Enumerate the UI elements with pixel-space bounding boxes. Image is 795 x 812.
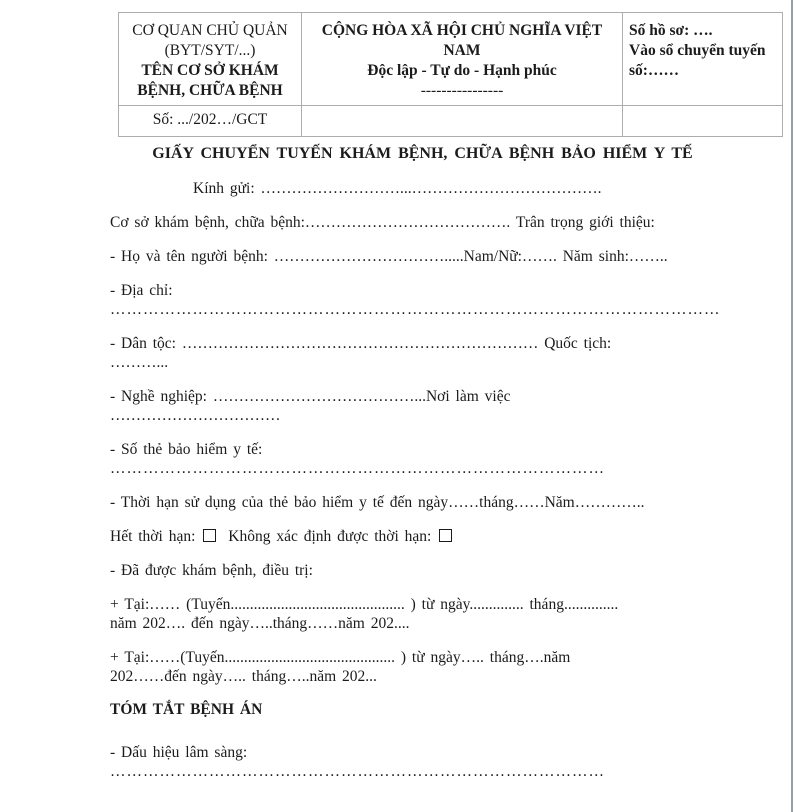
field-tai-1 <box>110 595 750 633</box>
field-dan-toc <box>110 334 750 372</box>
agency-abbrev-line: (BYT/SYT/...) <box>164 42 256 59</box>
right-window-border <box>791 0 793 812</box>
dan-toc-fill-line: ………... <box>110 354 169 371</box>
field-dia-chi <box>110 281 750 319</box>
referral-form-document <box>110 12 766 796</box>
tai-2-line-1: + Tại:……(Tuyến............................................ ) từ ngày….. tháng….năm <box>110 649 571 666</box>
so-the-label: - Số thẻ bảo hiểm y tế: <box>110 441 263 458</box>
dia-chi-fill-line: ………………………………………………………………………………………………… <box>110 301 721 318</box>
field-da-duoc-kham: - Đã được khám bệnh, điều trị: <box>110 562 313 579</box>
khong-xac-dinh-checkbox[interactable] <box>439 529 452 542</box>
field-het-thoi-han <box>110 527 750 546</box>
page-title: GIẤY CHUYỂN TUYẾN KHÁM BỆNH, CHỮA BỆNH BẢO HIỂM Y TẾ <box>152 145 693 162</box>
dan-toc-line: - Dân tộc: …………………………………………………………… Quốc tịch: <box>110 335 612 352</box>
so-the-fill-line: ……………………………………………………………………………… <box>110 460 605 477</box>
managing-agency-cell <box>119 13 302 106</box>
facility-name-line: TÊN CƠ SỞ KHÁM BỆNH, CHỮA BỆNH <box>137 62 283 99</box>
empty-cell-center <box>302 106 623 137</box>
motto-separator: ---------------- <box>420 82 504 99</box>
het-thoi-han-label: Hết thời hạn: <box>110 528 196 545</box>
field-ho-ten: - Họ và tên người bệnh: …………………………….....Nam/Nữ:……. Năm sinh:…….. <box>110 248 668 265</box>
field-tai-2 <box>110 648 750 686</box>
section-title-tom-tat-benh-an: TÓM TẮT BỆNH ÁN <box>110 701 263 718</box>
document-number-cell: Số: .../202…/GCT <box>119 106 302 137</box>
managing-agency-line: CƠ QUAN CHỦ QUẢN <box>132 22 288 39</box>
field-co-so-kham-benh: Cơ sở khám bệnh, chữa bệnh:…………………………………. Trân trọng giới thiệu: <box>110 214 655 231</box>
het-thoi-han-checkbox[interactable] <box>203 529 216 542</box>
dossier-number-label: Số hồ sơ: …. <box>629 22 713 39</box>
referral-log-number-label: Vào sổ chuyển tuyến số:…… <box>629 42 766 79</box>
dossier-cell <box>623 13 783 106</box>
field-kinh-gui: Kính gửi: ………………………...………………………………. <box>193 180 602 197</box>
field-nghe-nghiep <box>110 387 750 425</box>
field-so-the-bhyt <box>110 440 750 478</box>
empty-cell-right <box>623 106 783 137</box>
national-motto-cell <box>302 13 623 106</box>
dau-hieu-label: - Dấu hiệu lâm sàng: <box>110 744 248 761</box>
field-thoi-han-su-dung: - Thời hạn sử dụng của thẻ bảo hiểm y tế đến ngày……tháng……Năm………….. <box>110 494 645 511</box>
dia-chi-label: - Địa chỉ: <box>110 282 173 299</box>
nghe-nghiep-line: - Nghề nghiệp: …………………………………...Nơi làm việc <box>110 388 511 405</box>
dau-hieu-fill-line: ……………………………………………………………………………… <box>110 763 605 780</box>
country-name: CỘNG HÒA XÃ HỘI CHỦ NGHĨA VIỆT NAM <box>321 22 603 59</box>
khong-xac-dinh-label: Không xác định được thời hạn: <box>228 528 432 545</box>
motto-line: Độc lập - Tự do - Hạnh phúc <box>367 62 557 79</box>
tai-1-line-1: + Tại:…… (Tuyến............................................. ) từ ngày.............. tháng.............. <box>110 596 619 613</box>
form-header-table <box>118 12 783 137</box>
tai-2-line-2: 202……đến ngày….. tháng…..năm 202... <box>110 668 377 685</box>
field-dau-hieu-lam-sang <box>110 743 750 781</box>
tai-1-line-2: năm 202…. đến ngày…..tháng……năm 202.... <box>110 615 410 632</box>
nghe-nghiep-fill-line: …………………………… <box>110 407 281 424</box>
